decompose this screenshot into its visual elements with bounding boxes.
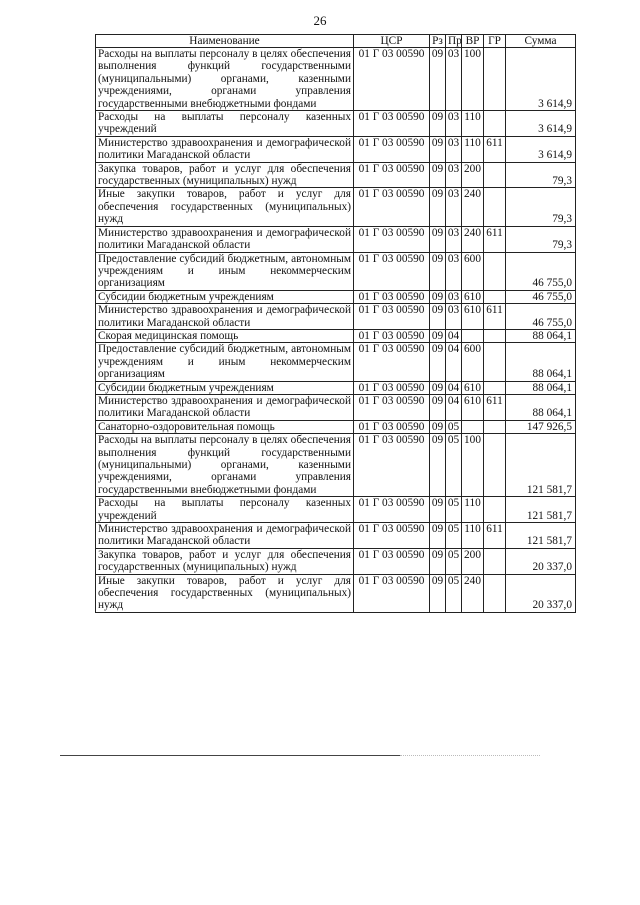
cell-name: Предоставление субсидий бюджетным, автономным учреждениям и иным некоммерческим организациям <box>96 252 354 290</box>
cell-rz: 09 <box>430 136 446 162</box>
cell-name: Субсидии бюджетным учреждениям <box>96 381 354 394</box>
cell-name: Скорая медицинская помощь <box>96 329 354 342</box>
table-row <box>96 162 576 188</box>
cell-pr: 03 <box>446 48 462 111</box>
cell-gr <box>484 162 506 188</box>
table-row <box>96 329 576 342</box>
cell-csr: 01 Г 03 00590 <box>354 290 430 303</box>
cell-sum: 20 337,0 <box>506 548 576 574</box>
cell-sum: 88 064,1 <box>506 343 576 381</box>
table-row <box>96 574 576 612</box>
cell-sum: 147 926,5 <box>506 420 576 433</box>
cell-sum: 46 755,0 <box>506 252 576 290</box>
footer-rule-faint <box>400 755 540 756</box>
table-row <box>96 252 576 290</box>
cell-gr: 611 <box>484 304 506 330</box>
cell-vr: 610 <box>462 290 484 303</box>
cell-gr <box>484 188 506 226</box>
cell-name: Министерство здравоохранения и демографической политики Магаданской области <box>96 226 354 252</box>
cell-csr: 01 Г 03 00590 <box>354 48 430 111</box>
cell-gr <box>484 48 506 111</box>
cell-csr: 01 Г 03 00590 <box>354 497 430 523</box>
cell-vr: 200 <box>462 548 484 574</box>
cell-gr: 611 <box>484 136 506 162</box>
cell-vr: 100 <box>462 48 484 111</box>
cell-rz: 09 <box>430 420 446 433</box>
cell-gr <box>484 548 506 574</box>
table-row <box>96 497 576 523</box>
cell-gr <box>484 329 506 342</box>
cell-pr: 03 <box>446 136 462 162</box>
cell-rz: 09 <box>430 523 446 549</box>
cell-pr: 03 <box>446 111 462 137</box>
cell-rz: 09 <box>430 394 446 420</box>
cell-csr: 01 Г 03 00590 <box>354 381 430 394</box>
table-row <box>96 394 576 420</box>
table-row <box>96 434 576 497</box>
cell-sum: 88 064,1 <box>506 394 576 420</box>
cell-sum: 46 755,0 <box>506 304 576 330</box>
table-row <box>96 188 576 226</box>
table-row <box>96 381 576 394</box>
table-header-row <box>96 35 576 48</box>
cell-pr: 03 <box>446 304 462 330</box>
cell-gr <box>484 381 506 394</box>
cell-csr: 01 Г 03 00590 <box>354 420 430 433</box>
cell-vr: 240 <box>462 226 484 252</box>
cell-vr: 200 <box>462 162 484 188</box>
cell-pr: 05 <box>446 548 462 574</box>
cell-rz: 09 <box>430 329 446 342</box>
cell-sum: 79,3 <box>506 188 576 226</box>
cell-pr: 04 <box>446 329 462 342</box>
cell-pr: 04 <box>446 394 462 420</box>
cell-gr <box>484 420 506 433</box>
cell-sum: 3 614,9 <box>506 136 576 162</box>
cell-rz: 09 <box>430 497 446 523</box>
table-row <box>96 420 576 433</box>
cell-vr: 110 <box>462 111 484 137</box>
cell-vr <box>462 329 484 342</box>
cell-csr: 01 Г 03 00590 <box>354 523 430 549</box>
cell-name: Министерство здравоохранения и демографической политики Магаданской области <box>96 394 354 420</box>
cell-rz: 09 <box>430 162 446 188</box>
cell-pr: 05 <box>446 523 462 549</box>
cell-rz: 09 <box>430 434 446 497</box>
cell-name: Министерство здравоохранения и демографической политики Магаданской области <box>96 304 354 330</box>
cell-gr <box>484 434 506 497</box>
cell-name: Министерство здравоохранения и демографической политики Магаданской области <box>96 523 354 549</box>
cell-csr: 01 Г 03 00590 <box>354 162 430 188</box>
cell-gr <box>484 574 506 612</box>
cell-sum: 121 581,7 <box>506 497 576 523</box>
cell-csr: 01 Г 03 00590 <box>354 394 430 420</box>
cell-vr: 100 <box>462 434 484 497</box>
column-header-sum: Сумма <box>506 35 576 48</box>
cell-rz: 09 <box>430 226 446 252</box>
cell-pr: 05 <box>446 420 462 433</box>
cell-sum: 46 755,0 <box>506 290 576 303</box>
cell-csr: 01 Г 03 00590 <box>354 343 430 381</box>
cell-pr: 03 <box>446 162 462 188</box>
cell-csr: 01 Г 03 00590 <box>354 136 430 162</box>
cell-name: Санаторно-оздоровительная помощь <box>96 420 354 433</box>
cell-pr: 04 <box>446 343 462 381</box>
cell-name: Расходы на выплаты персоналу в целях обеспечения выполнения функций государственными (муниципальными) органами, казенными учреждениями, органами управления государственными внебюджетными фондами <box>96 48 354 111</box>
cell-name: Расходы на выплаты персоналу казенных учреждений <box>96 111 354 137</box>
cell-vr: 240 <box>462 188 484 226</box>
cell-sum: 3 614,9 <box>506 111 576 137</box>
cell-name: Закупка товаров, работ и услуг для обеспечения государственных (муниципальных) нужд <box>96 548 354 574</box>
budget-table <box>95 34 576 613</box>
cell-gr <box>484 252 506 290</box>
cell-gr: 611 <box>484 226 506 252</box>
cell-csr: 01 Г 03 00590 <box>354 574 430 612</box>
cell-sum: 79,3 <box>506 226 576 252</box>
cell-pr: 03 <box>446 188 462 226</box>
cell-name: Субсидии бюджетным учреждениям <box>96 290 354 303</box>
table-row <box>96 111 576 137</box>
table-body <box>96 48 576 613</box>
cell-name: Иные закупки товаров, работ и услуг для обеспечения государственных (муниципальных) нужд <box>96 188 354 226</box>
cell-csr: 01 Г 03 00590 <box>354 252 430 290</box>
cell-sum: 88 064,1 <box>506 329 576 342</box>
cell-vr: 610 <box>462 304 484 330</box>
cell-sum: 121 581,7 <box>506 434 576 497</box>
table-row <box>96 343 576 381</box>
cell-rz: 09 <box>430 188 446 226</box>
cell-name: Министерство здравоохранения и демографической политики Магаданской области <box>96 136 354 162</box>
column-header-name: Наименование <box>96 35 354 48</box>
cell-csr: 01 Г 03 00590 <box>354 226 430 252</box>
cell-gr: 611 <box>484 523 506 549</box>
column-header-rz: Рз <box>430 35 446 48</box>
cell-rz: 09 <box>430 343 446 381</box>
cell-pr: 05 <box>446 434 462 497</box>
cell-name: Закупка товаров, работ и услуг для обеспечения государственных (муниципальных) нужд <box>96 162 354 188</box>
column-header-gr: ГР <box>484 35 506 48</box>
cell-rz: 09 <box>430 252 446 290</box>
budget-table-container <box>95 34 575 613</box>
cell-pr: 05 <box>446 574 462 612</box>
cell-rz: 09 <box>430 381 446 394</box>
cell-vr: 240 <box>462 574 484 612</box>
cell-gr <box>484 497 506 523</box>
cell-pr: 03 <box>446 290 462 303</box>
cell-rz: 09 <box>430 574 446 612</box>
column-header-pr: Пр <box>446 35 462 48</box>
cell-rz: 09 <box>430 111 446 137</box>
table-row <box>96 304 576 330</box>
cell-name: Расходы на выплаты персоналу казенных учреждений <box>96 497 354 523</box>
table-row <box>96 523 576 549</box>
cell-gr <box>484 290 506 303</box>
cell-csr: 01 Г 03 00590 <box>354 111 430 137</box>
cell-csr: 01 Г 03 00590 <box>354 188 430 226</box>
cell-vr: 110 <box>462 136 484 162</box>
cell-vr <box>462 420 484 433</box>
cell-pr: 03 <box>446 226 462 252</box>
cell-pr: 04 <box>446 381 462 394</box>
cell-gr <box>484 111 506 137</box>
cell-csr: 01 Г 03 00590 <box>354 548 430 574</box>
cell-gr <box>484 343 506 381</box>
cell-sum: 20 337,0 <box>506 574 576 612</box>
cell-vr: 610 <box>462 394 484 420</box>
footer-rule <box>60 755 400 756</box>
cell-rz: 09 <box>430 548 446 574</box>
cell-csr: 01 Г 03 00590 <box>354 304 430 330</box>
page-number: 26 <box>313 13 327 28</box>
cell-vr: 110 <box>462 497 484 523</box>
cell-sum: 79,3 <box>506 162 576 188</box>
cell-csr: 01 Г 03 00590 <box>354 434 430 497</box>
table-row <box>96 136 576 162</box>
cell-name: Предоставление субсидий бюджетным, автономным учреждениям и иным некоммерческим организациям <box>96 343 354 381</box>
table-row <box>96 48 576 111</box>
cell-vr: 600 <box>462 343 484 381</box>
table-row <box>96 290 576 303</box>
cell-gr: 611 <box>484 394 506 420</box>
column-header-csr: ЦСР <box>354 35 430 48</box>
cell-sum: 88 064,1 <box>506 381 576 394</box>
cell-pr: 05 <box>446 497 462 523</box>
cell-name: Расходы на выплаты персоналу в целях обеспечения выполнения функций государственными (муниципальными) органами, казенными учреждениями, органами управления государственными внебюджетными фондами <box>96 434 354 497</box>
table-row <box>96 226 576 252</box>
cell-sum: 3 614,9 <box>506 48 576 111</box>
cell-pr: 03 <box>446 252 462 290</box>
column-header-vr: ВР <box>462 35 484 48</box>
cell-rz: 09 <box>430 304 446 330</box>
table-row <box>96 548 576 574</box>
cell-rz: 09 <box>430 290 446 303</box>
cell-rz: 09 <box>430 48 446 111</box>
cell-vr: 110 <box>462 523 484 549</box>
cell-csr: 01 Г 03 00590 <box>354 329 430 342</box>
cell-vr: 600 <box>462 252 484 290</box>
cell-vr: 610 <box>462 381 484 394</box>
cell-name: Иные закупки товаров, работ и услуг для обеспечения государственных (муниципальных) нужд <box>96 574 354 612</box>
cell-sum: 121 581,7 <box>506 523 576 549</box>
